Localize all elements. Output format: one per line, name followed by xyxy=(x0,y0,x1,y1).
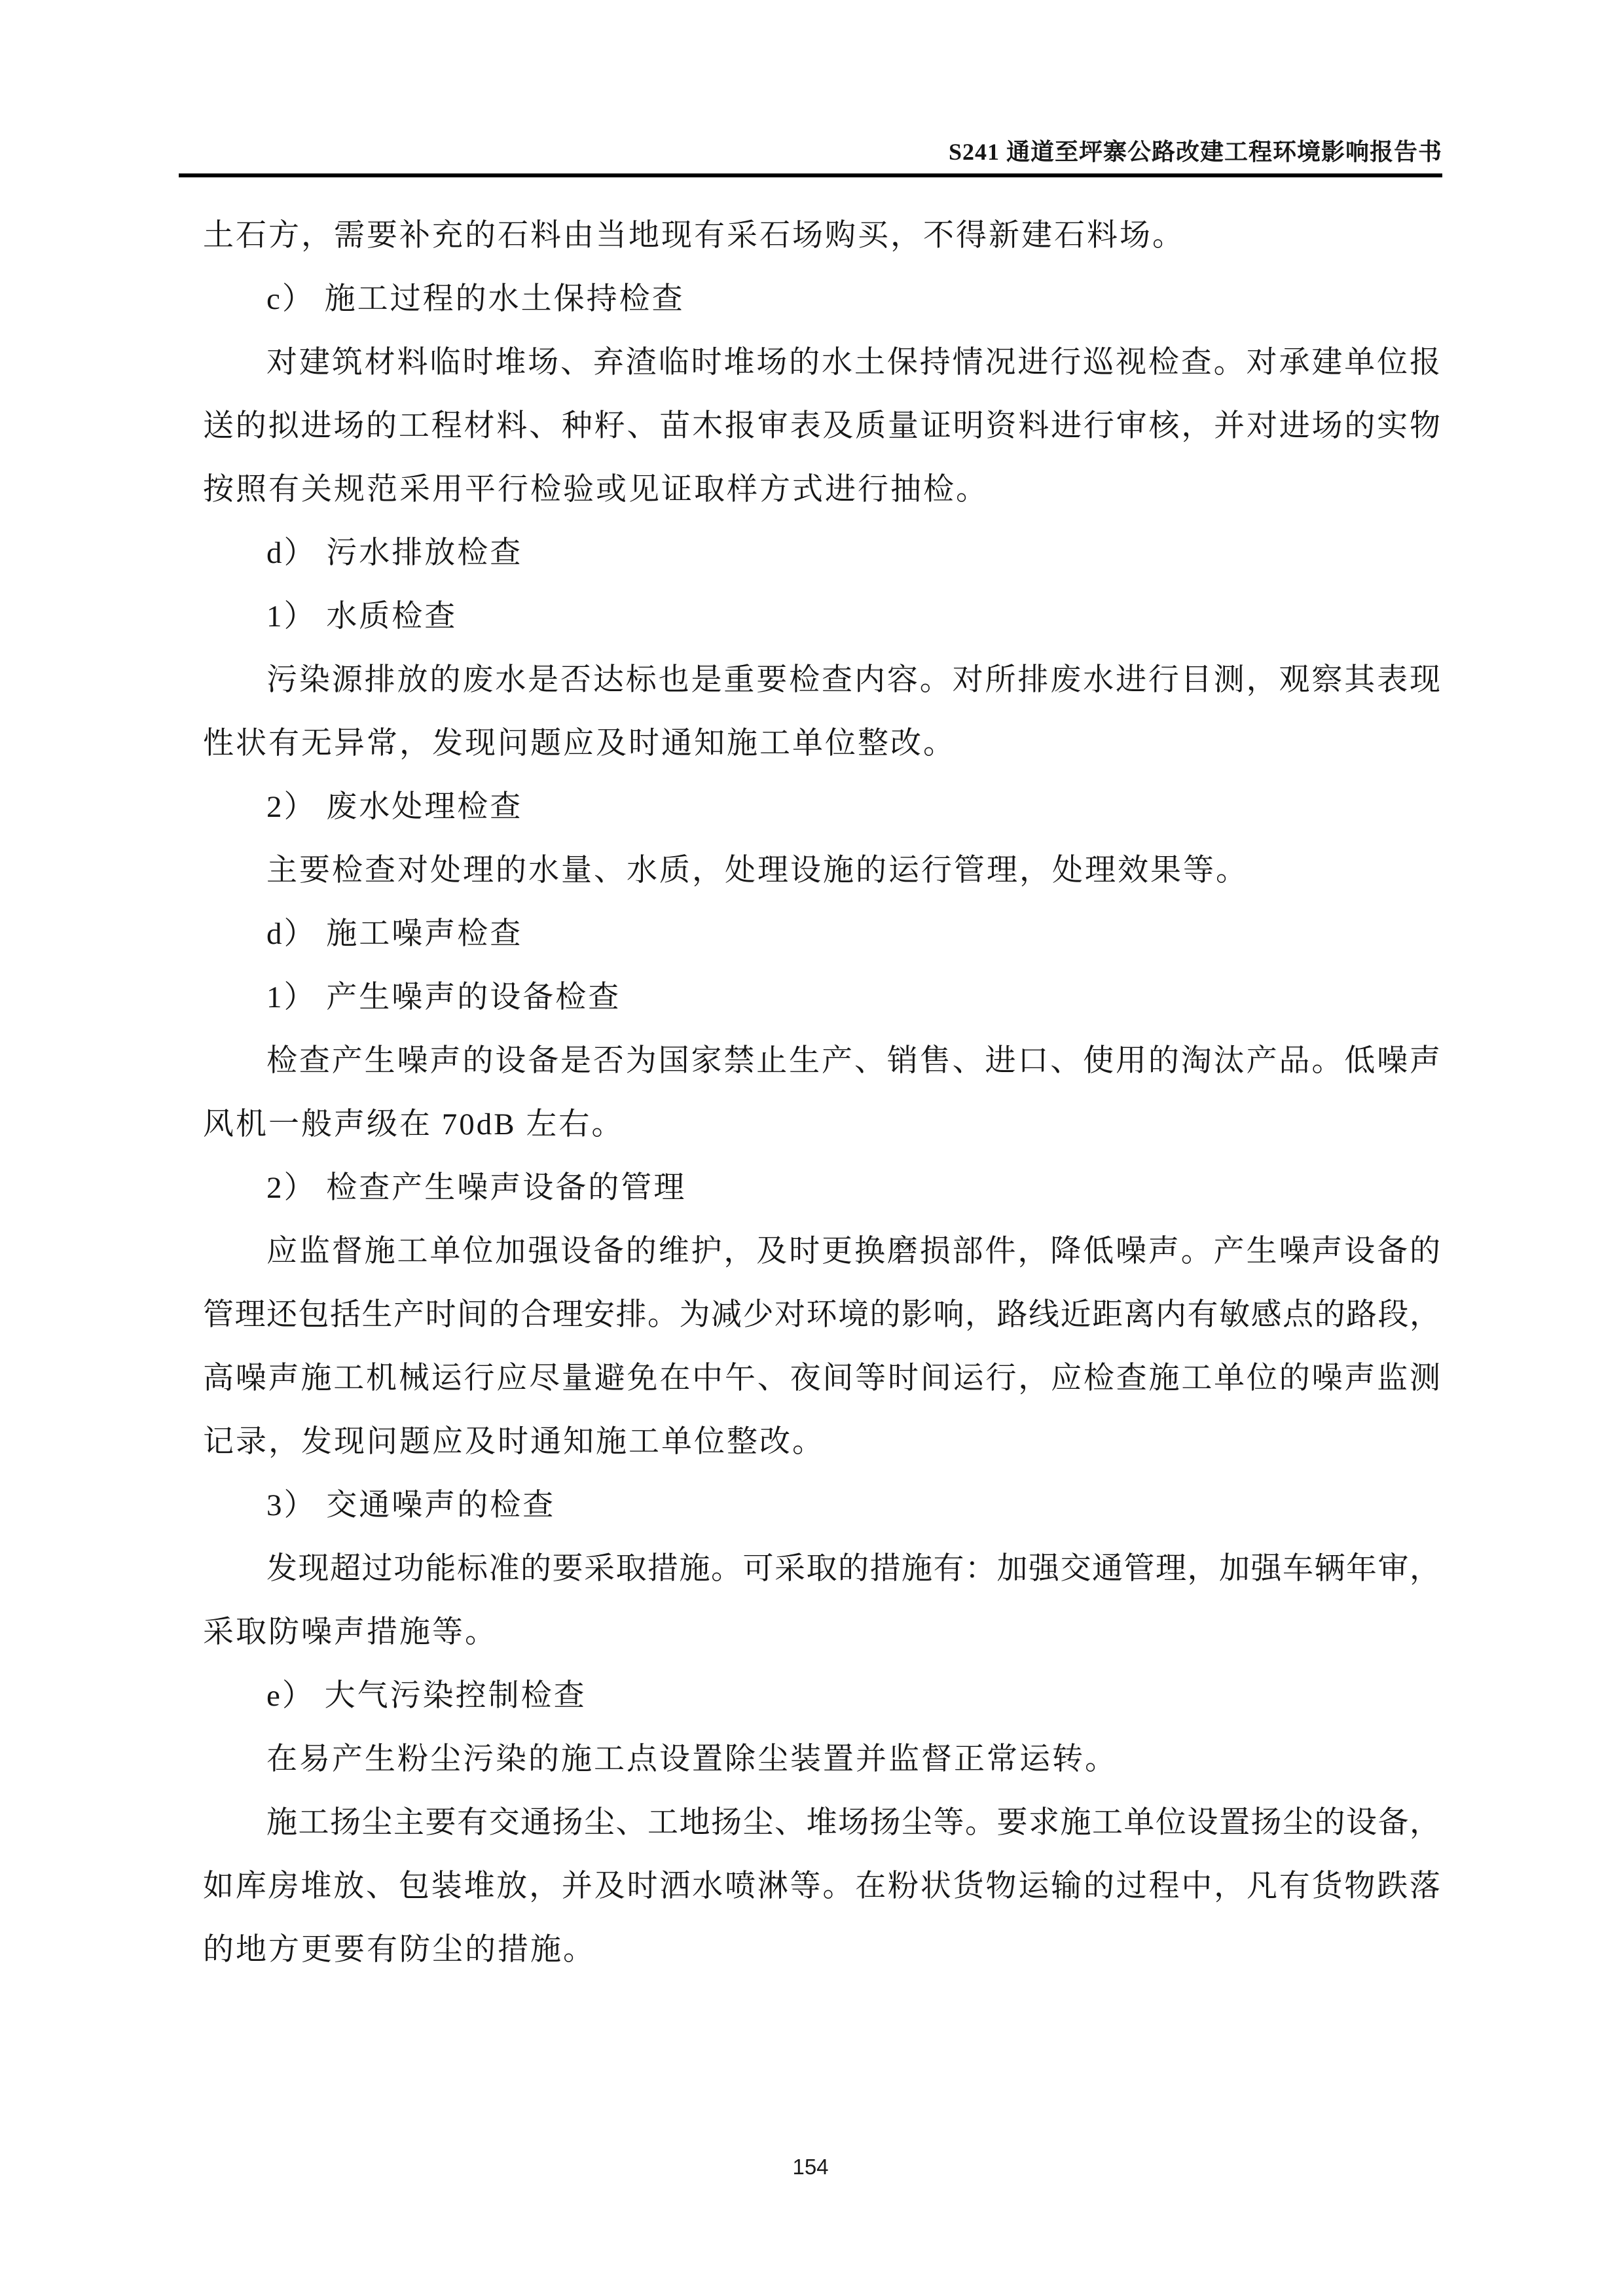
text-line: 按照有关规范采用平行检验或见证取样方式进行抽检。 xyxy=(203,473,989,507)
text-line: 检查产生噪声的设备是否为国家禁止生产、销售、进口、使用的淘汰产品。低噪声 xyxy=(266,1044,1440,1078)
text-line: 1） 水质检查 xyxy=(266,600,458,634)
text-line: 送的拟进场的工程材料、种籽、苗木报审表及质量证明资料进行审核，并对进场的实物 xyxy=(203,409,1440,443)
text-line: 1） 产生噪声的设备检查 xyxy=(266,980,621,1014)
text-line: d） 污水排放检查 xyxy=(266,536,523,570)
text-line: 高噪声施工机械运行应尽量避免在中午、夜间等时间运行，应检查施工单位的噪声监测 xyxy=(203,1361,1440,1395)
text-line: 采取防噪声措施等。 xyxy=(203,1615,498,1649)
text-line: 应监督施工单位加强设备的维护，及时更换磨损部件，降低噪声。产生噪声设备的 xyxy=(266,1234,1440,1268)
text-line: 如库房堆放、包装堆放，并及时洒水喷淋等。在粉状货物运输的过程中，凡有货物跌落 xyxy=(203,1869,1440,1903)
text-line: 对建筑材料临时堆场、弃渣临时堆场的水土保持情况进行巡视检查。对承建单位报 xyxy=(266,346,1440,380)
text-line: 污染源排放的废水是否达标也是重要检查内容。对所排废水进行目测，观察其表现 xyxy=(266,663,1440,697)
text-line: 主要检查对处理的水量、水质，处理设施的运行管理，处理效果等。 xyxy=(266,853,1249,888)
text-line: 的地方更要有防尘的措施。 xyxy=(203,1933,596,1967)
page-header-title: S241 通道至坪寨公路改建工程环境影响报告书 xyxy=(948,139,1442,165)
text-line: c） 施工过程的水土保持检查 xyxy=(266,282,685,316)
body-text xyxy=(203,204,1440,1982)
text-line: 性状有无异常，发现问题应及时通知施工单位整改。 xyxy=(203,726,956,761)
text-line: 记录，发现问题应及时通知施工单位整改。 xyxy=(203,1425,825,1459)
text-line: e） 大气污染控制检查 xyxy=(266,1679,587,1713)
text-line: 在易产生粉尘污染的施工点设置除尘装置并监督正常运转。 xyxy=(266,1742,1118,1776)
text-line: d） 施工噪声检查 xyxy=(266,917,523,951)
text-line: 土石方，需要补充的石料由当地现有采石场购买，不得新建石料场。 xyxy=(203,219,1185,253)
text-line: 3） 交通噪声的检查 xyxy=(266,1488,556,1522)
page-number: 154 xyxy=(792,2155,829,2179)
text-line: 风机一般声级在 70dB 左右。 xyxy=(203,1107,625,1141)
text-line: 施工扬尘主要有交通扬尘、工地扬尘、堆场扬尘等。要求施工单位设置扬尘的设备， xyxy=(266,1806,1440,1840)
header-rule xyxy=(179,173,1442,177)
text-line: 发现超过功能标准的要采取措施。可采取的措施有：加强交通管理，加强车辆年审， xyxy=(266,1552,1440,1586)
text-line: 2） 废水处理检查 xyxy=(266,790,523,824)
text-line: 管理还包括生产时间的合理安排。为减少对环境的影响，路线近距离内有敏感点的路段， xyxy=(203,1298,1440,1332)
text-line: 2） 检查产生噪声设备的管理 xyxy=(266,1171,687,1205)
